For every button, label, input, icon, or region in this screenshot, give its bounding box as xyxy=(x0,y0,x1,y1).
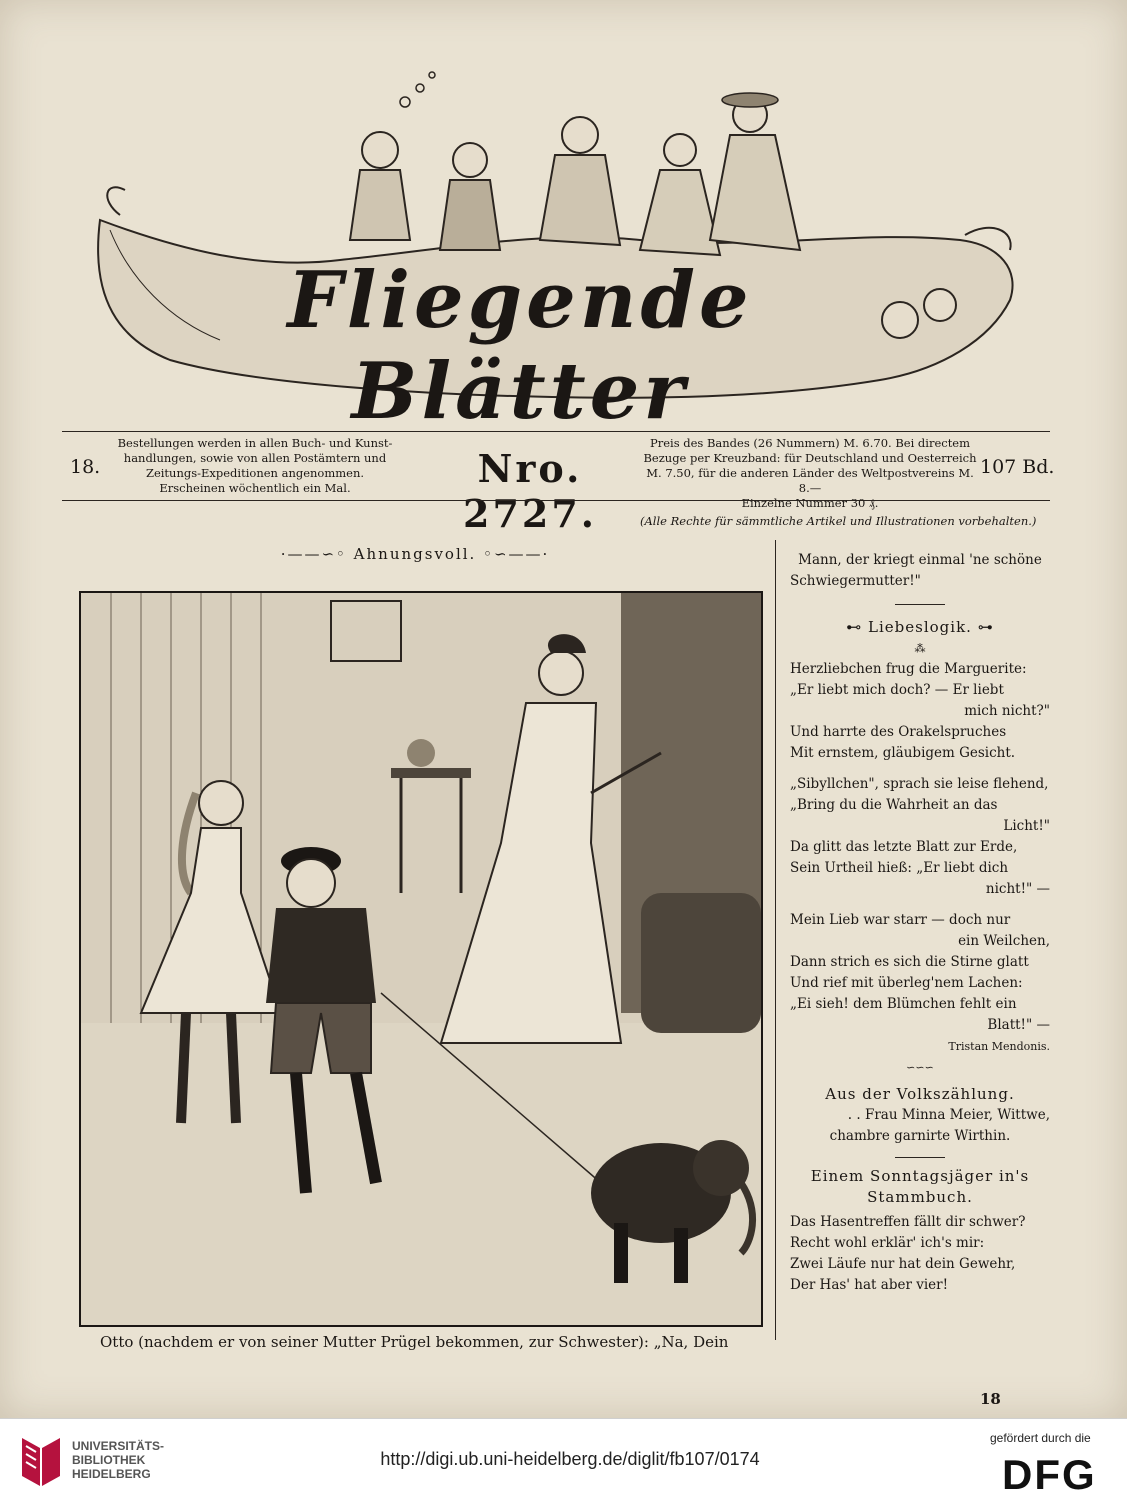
university-logo-icon[interactable] xyxy=(18,1434,64,1490)
piece-line: . . Frau Minna Meier, Wittwe, xyxy=(847,1107,1050,1123)
poem-line: Recht wohl erklär' ich's mir: xyxy=(790,1235,985,1251)
poem-line: „Ei sieh! dem Blümchen fehlt ein xyxy=(790,996,1017,1012)
volume-left: 18. xyxy=(70,456,101,478)
price-line: Preis des Bandes (26 Nummern) M. 6.70. Bei directem xyxy=(649,436,971,450)
divider-rule xyxy=(895,604,945,605)
continuation-line: Mann, der kriegt einmal 'ne schöne xyxy=(798,552,1042,568)
ornament-icon: ⊶ xyxy=(977,618,994,636)
poem-sonntagsjaeger-title: Einem Sonntagsjäger in's Stammbuch. xyxy=(810,1167,1030,1206)
cartoon-drawing xyxy=(81,593,761,1325)
price-line: Bezuge per Kreuzband: für Deutschland und Oesterreich xyxy=(643,451,977,465)
order-info xyxy=(90,436,420,498)
poem-line: Und harrte des Orakelspruches xyxy=(790,724,1007,740)
university-name-line: BIBLIOTHEK xyxy=(72,1453,146,1467)
masthead-rule-bottom xyxy=(62,500,1050,501)
permalink-url[interactable]: http://digi.ub.uni-heidelberg.de/diglit/fb107/0174 xyxy=(380,1449,760,1469)
price-line: M. 7.50, für die anderen Länder des Weltpostvereins M. 8.— xyxy=(646,466,974,495)
poem-line: Das Hasentreffen fällt dir schwer? xyxy=(790,1214,1026,1230)
dfg-logo[interactable]: DFG xyxy=(1002,1451,1097,1498)
poem-line: Mit ernstem, gläubigem Gesicht. xyxy=(790,745,1016,761)
poem-author: Tristan Mendonis. xyxy=(948,1040,1050,1053)
poem-line: nicht!" — xyxy=(985,881,1050,897)
poem-line: Dann strich es sich die Stirne glatt xyxy=(790,954,1029,970)
poem-liebeslogik-title xyxy=(790,617,1050,638)
price-info xyxy=(640,436,980,510)
ornament-icon: ⊷ xyxy=(846,618,869,636)
poem-line: Zwei Läufe nur hat dein Gewehr, xyxy=(790,1256,1016,1272)
masthead-rule-top xyxy=(62,431,1050,432)
poem-liebeslogik-title-text: Liebeslogik. xyxy=(868,618,972,636)
poem-line: Mein Lieb war starr — doch nur xyxy=(790,912,1011,928)
issue-number: Nro. 2727. xyxy=(463,446,597,536)
poem-line: Herzliebchen frug die Marguerite: xyxy=(790,661,1027,677)
page-number: 18 xyxy=(980,1390,1001,1408)
piece-volkszaehlung-title: Aus der Volkszählung. xyxy=(825,1085,1015,1103)
poem-line: „Sibyllchen", sprach sie leise flehend, xyxy=(790,776,1049,792)
volume-right: 107 Bd. xyxy=(980,456,1055,478)
order-line: Zeitungs-Expeditionen angenommen. xyxy=(145,466,365,480)
masthead-title: Fliegende Blätter xyxy=(287,255,753,437)
piece-line: chambre garnirte Wirthin. xyxy=(829,1128,1011,1144)
university-name[interactable] xyxy=(72,1439,164,1481)
price-line: Einzelne Nummer 30 ₰. xyxy=(741,496,879,510)
order-line: handlungen, sowie von allen Postämtern und xyxy=(123,451,387,465)
article-title xyxy=(270,545,560,563)
university-name-line: HEIDELBERG xyxy=(72,1467,151,1481)
article-title-text: Ahnungsvoll. xyxy=(353,545,477,563)
university-name-line: UNIVERSITÄTS- xyxy=(72,1439,165,1453)
sponsor-label: gefördert durch die xyxy=(990,1431,1091,1445)
ornament-left-icon: ·——∽◦ xyxy=(280,545,347,563)
poem-line: mich nicht?" xyxy=(964,703,1050,719)
viewer-footer xyxy=(0,1418,1127,1510)
order-line: Bestellungen werden in allen Buch- und Kunst- xyxy=(117,436,393,450)
poem-line: „Er liebt mich doch? — Er liebt xyxy=(790,682,1004,698)
poem-line: Da glitt das letzte Blatt zur Erde, xyxy=(790,839,1018,855)
poem-line: Blatt!" — xyxy=(987,1017,1050,1033)
column-divider xyxy=(775,540,776,1340)
fleuron-icon: ⁂ xyxy=(914,642,926,655)
cartoon-caption: Otto (nachdem er von seiner Mutter Prügel bekommen, zur Schwester): „Na, Dein xyxy=(100,1333,729,1351)
poem-line: Der Has' hat aber vier! xyxy=(790,1277,949,1293)
right-column xyxy=(790,550,1050,1296)
poem-line: ein Weilchen, xyxy=(958,933,1050,949)
divider-rule xyxy=(895,1157,945,1158)
poem-line: „Bring du die Wahrheit an das xyxy=(790,797,998,813)
cartoon-illustration xyxy=(79,591,763,1327)
rights-notice: (Alle Rechte für sämmtliche Artikel und Illustrationen vorbehalten.) xyxy=(640,514,1037,528)
order-line: Erscheinen wöchentlich ein Mal. xyxy=(159,481,351,495)
poem-line: Licht!" xyxy=(1003,818,1050,834)
divider-ornament-icon: ∽∽∽ xyxy=(906,1061,934,1074)
continuation-line: Schwiegermutter!" xyxy=(790,573,921,589)
ornament-right-icon: ◦∽——· xyxy=(483,545,550,563)
poem-line: Sein Urtheil hieß: „Er liebt dich xyxy=(790,860,1009,876)
poem-line: Und rief mit überleg'nem Lachen: xyxy=(790,975,1023,991)
